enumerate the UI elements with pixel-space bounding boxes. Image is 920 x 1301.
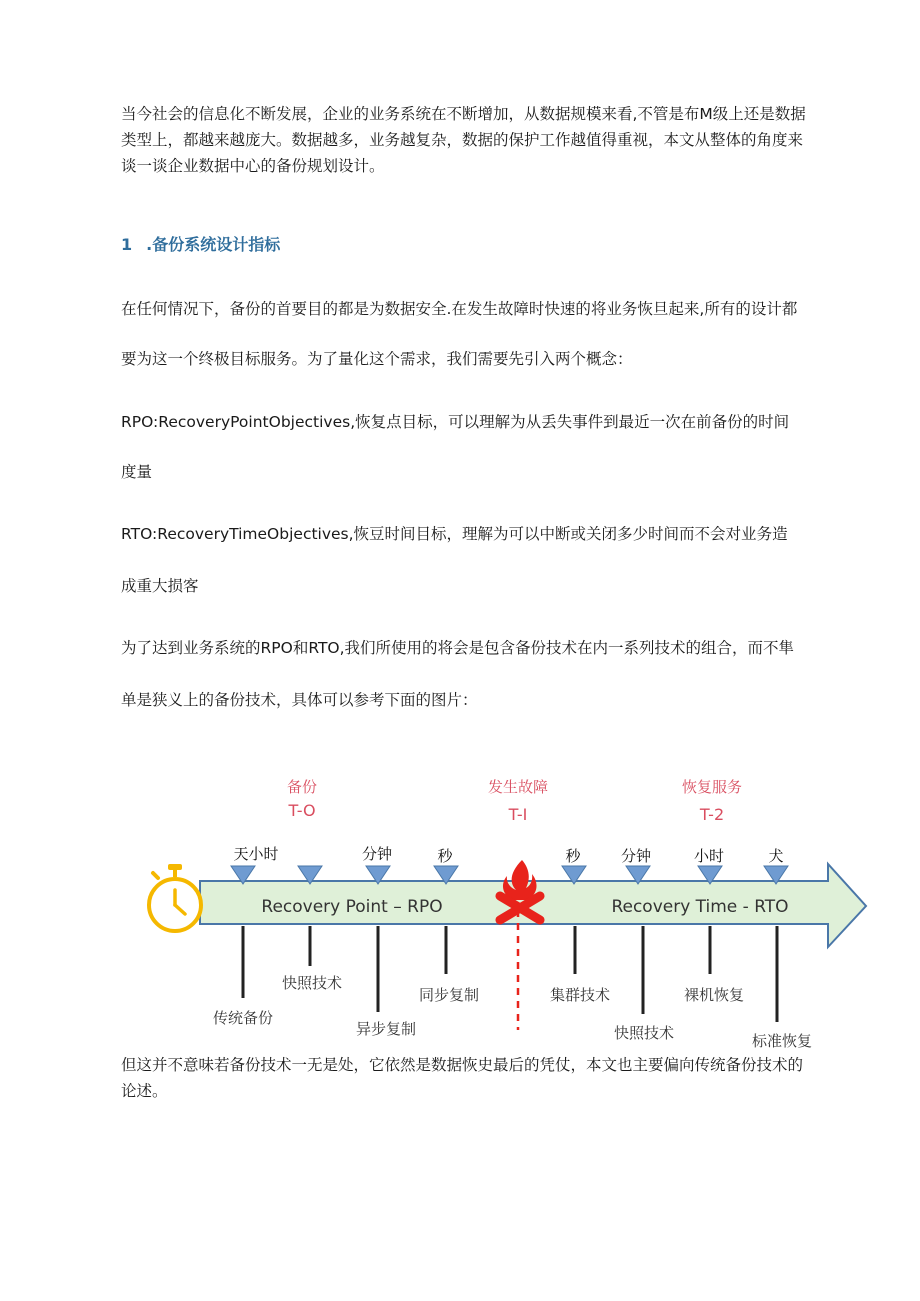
unit-label-minute-right: 分钟 <box>620 847 652 865</box>
tech-label-snapshot-right: 快照技术 <box>613 1024 675 1042</box>
rpo-definition-line-2: 度量 <box>121 463 153 481</box>
tech-label-snapshot-left: 快照技术 <box>281 974 343 992</box>
rpo-definition-line-1: RPO:RecoveryPointObjectives,恢复点目标，可以理解为从丢失事件到最近一次在前备份的时间 <box>121 413 790 431</box>
phase-label-failure: 发生故障 <box>487 778 549 796</box>
unit-label-day-hour: 天小时 <box>233 845 279 863</box>
unit-label-hour: 小时 <box>693 847 725 865</box>
rto-definition-line-1: RTO:RecoveryTimeObjectives,恢豆时间目标，理解为可以中断或关闭多少时间而不会对业务造 <box>121 525 788 543</box>
rpo-rto-timeline-diagram <box>0 760 920 1060</box>
section-heading <box>121 232 280 255</box>
tech-label-standard-recovery: 标准恢复 <box>751 1032 813 1050</box>
tech-label-async-replication: 异步复制 <box>355 1020 417 1038</box>
phase-time-t0: T-O <box>288 801 316 820</box>
phase-time-t2: T-2 <box>699 805 725 824</box>
intro-paragraph: 当今社会的信息化不断发展，企业的业务系统在不断增加，从数据规模来看,不管是布M级上还是数据类型上，都越来越庞大。数据越多，业务越复杂，数据的保护工作越值得重视，本文从整体的角度来谈一谈企业数据中心的备份规划设计。 <box>121 105 806 175</box>
tech-label-cluster: 集群技术 <box>549 986 611 1004</box>
closing-paragraph: 但这并不意味若备份技术一无是处，它依然是数据恢史最后的凭仗，本文也主要偏向传统备份技术的论述。 <box>121 1056 804 1100</box>
phase-label-backup: 备份 <box>286 778 318 796</box>
paragraph-3-line-1: 为了达到业务系统的RPO和RTO,我们所使用的将会是包含备份技术在内一系列技术的组合，而不隼 <box>121 639 795 657</box>
tech-label-bare-metal-recovery: 裸机恢复 <box>683 986 745 1004</box>
paragraph-3-line-2: 单是狭义上的备份技术，具体可以参考下面的图片： <box>121 691 478 709</box>
bar-label-recovery-point: Recovery Point – RPO <box>261 897 443 917</box>
tech-label-sync-replication: 同步复制 <box>418 986 480 1004</box>
tech-label-traditional-backup: 传统备份 <box>212 1009 274 1027</box>
unit-label-day: 犬 <box>768 847 784 865</box>
phase-time-t1: T-I <box>508 805 528 824</box>
phase-label-recovery: 恢复服务 <box>681 778 743 796</box>
unit-label-second-right: 秒 <box>565 847 581 865</box>
stopwatch-icon <box>149 864 201 931</box>
section-number: 1 <box>121 235 133 254</box>
unit-label-second-left: 秒 <box>437 847 453 865</box>
rto-definition-line-2: 成重大损客 <box>121 577 199 595</box>
bar-label-recovery-time: Recovery Time - RTO <box>611 897 789 917</box>
paragraph-2-line-1: 在任何情况下，备份的首要目的都是为数据安全.在发生故障时快速的将业务恢旦起来,所有的设计都 <box>121 300 798 318</box>
section-title: .备份系统设计指标 <box>146 235 281 254</box>
paragraph-2-line-2: 要为这一个终极目标服务。为了量化这个需求，我们需要先引入两个概念： <box>121 350 633 368</box>
unit-label-minute-left: 分钟 <box>361 845 393 863</box>
